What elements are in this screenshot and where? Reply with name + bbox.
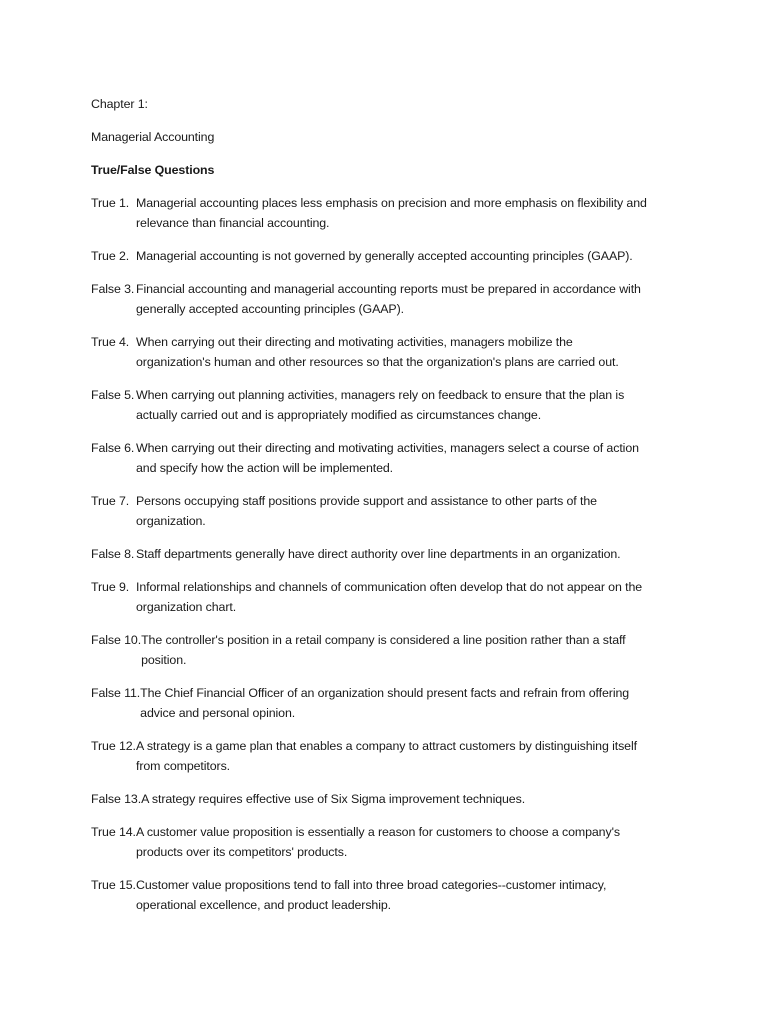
question-item: [91, 630, 684, 670]
question-answer-marker: False 13.: [91, 792, 142, 806]
question-item: [91, 875, 684, 915]
question-text: [136, 332, 684, 372]
question-item: [91, 246, 684, 266]
question-answer-marker: True 12.: [91, 739, 136, 753]
question-list: [91, 193, 684, 915]
question-text-line: organization chart.: [136, 600, 237, 614]
question-text-line: Managerial accounting places less emphasis on precision and more emphasis on flexibility and: [136, 196, 647, 210]
question-answer-marker: True 15.: [91, 878, 136, 892]
question-text-line: advice and personal opinion.: [140, 706, 296, 720]
question-answer-marker: True 4.: [91, 335, 130, 349]
question-item: [91, 385, 684, 425]
question-text-line: Customer value propositions tend to fall into three broad categories--customer intimacy,: [136, 878, 607, 892]
question-text: [136, 385, 684, 425]
question-text: [136, 822, 684, 862]
question-answer-marker: False 10.: [91, 633, 142, 647]
question-text-line: position.: [141, 653, 187, 667]
question-text-line: actually carried out and is appropriately modified as circumstances change.: [136, 408, 542, 422]
question-item: [91, 193, 684, 233]
question-text: [136, 246, 684, 266]
question-text-line: The Chief Financial Officer of an organization should present facts and refrain from offering: [140, 686, 630, 700]
question-text-line: products over its competitors' products.: [136, 845, 348, 859]
section-heading: True/False Questions: [91, 163, 215, 177]
question-text-line: Staff departments generally have direct authority over line departments in an organization.: [136, 547, 621, 561]
question-text-line: Persons occupying staff positions provide support and assistance to other parts of the: [136, 494, 597, 508]
question-text-line: organization's human and other resources so that the organization's plans are carried out.: [136, 355, 619, 369]
title-block: [91, 94, 684, 180]
question-text: [136, 491, 684, 531]
question-text-line: relevance than financial accounting.: [136, 216, 330, 230]
question-text-line: Managerial accounting is not governed by generally accepted accounting principles (GAAP).: [136, 249, 633, 263]
question-answer-marker: False 11.: [91, 686, 141, 700]
question-text-line: and specify how the action will be implemented.: [136, 461, 394, 475]
question-text-line: operational excellence, and product leadership.: [136, 898, 391, 912]
chapter-label: Chapter 1:: [91, 97, 148, 111]
question-text-line: A customer value proposition is essentially a reason for customers to choose a company's: [136, 825, 620, 839]
question-answer-marker: True 2.: [91, 249, 130, 263]
question-text-line: A strategy requires effective use of Six Sigma improvement techniques.: [141, 792, 526, 806]
question-text-line: Financial accounting and managerial accounting reports must be prepared in accordance with: [136, 282, 641, 296]
question-text: [136, 438, 684, 478]
question-text: [136, 193, 684, 233]
question-item: [91, 736, 684, 776]
question-item: [91, 789, 684, 809]
question-text: [141, 789, 684, 809]
question-text: [141, 630, 684, 670]
question-text-line: Informal relationships and channels of communication often develop that do not appear on the: [136, 580, 643, 594]
question-text: [140, 683, 684, 723]
question-item: [91, 438, 684, 478]
question-text-line: When carrying out their directing and motivating activities, managers mobilize the: [136, 335, 573, 349]
question-text: [136, 279, 684, 319]
question-item: [91, 279, 684, 319]
question-text-line: A strategy is a game plan that enables a company to attract customers by distinguishing itself: [136, 739, 637, 753]
question-text-line: When carrying out planning activities, managers rely on feedback to ensure that the plan is: [136, 388, 625, 402]
question-text-line: The controller's position in a retail company is considered a line position rather than a staff: [141, 633, 626, 647]
question-text: [136, 577, 684, 617]
question-text: [136, 736, 684, 776]
question-answer-marker: True 14.: [91, 825, 136, 839]
question-answer-marker: True 9.: [91, 580, 130, 594]
question-item: [91, 332, 684, 372]
question-item: [91, 577, 684, 617]
question-text-line: from competitors.: [136, 759, 231, 773]
question-answer-marker: False 5.: [91, 388, 135, 402]
question-item: [91, 491, 684, 531]
question-text: [136, 544, 684, 564]
question-answer-marker: False 6.: [91, 441, 135, 455]
question-text-line: When carrying out their directing and motivating activities, managers select a course of action: [136, 441, 639, 455]
question-answer-marker: False 3.: [91, 282, 135, 296]
question-text: [136, 875, 684, 915]
question-text-line: organization.: [136, 514, 206, 528]
subject-title: Managerial Accounting: [91, 130, 215, 144]
question-answer-marker: True 7.: [91, 494, 130, 508]
question-item: [91, 544, 684, 564]
question-item: [91, 683, 684, 723]
question-answer-marker: False 8.: [91, 547, 135, 561]
question-answer-marker: True 1.: [91, 196, 130, 210]
question-text-line: generally accepted accounting principles (GAAP).: [136, 302, 404, 316]
question-item: [91, 822, 684, 862]
